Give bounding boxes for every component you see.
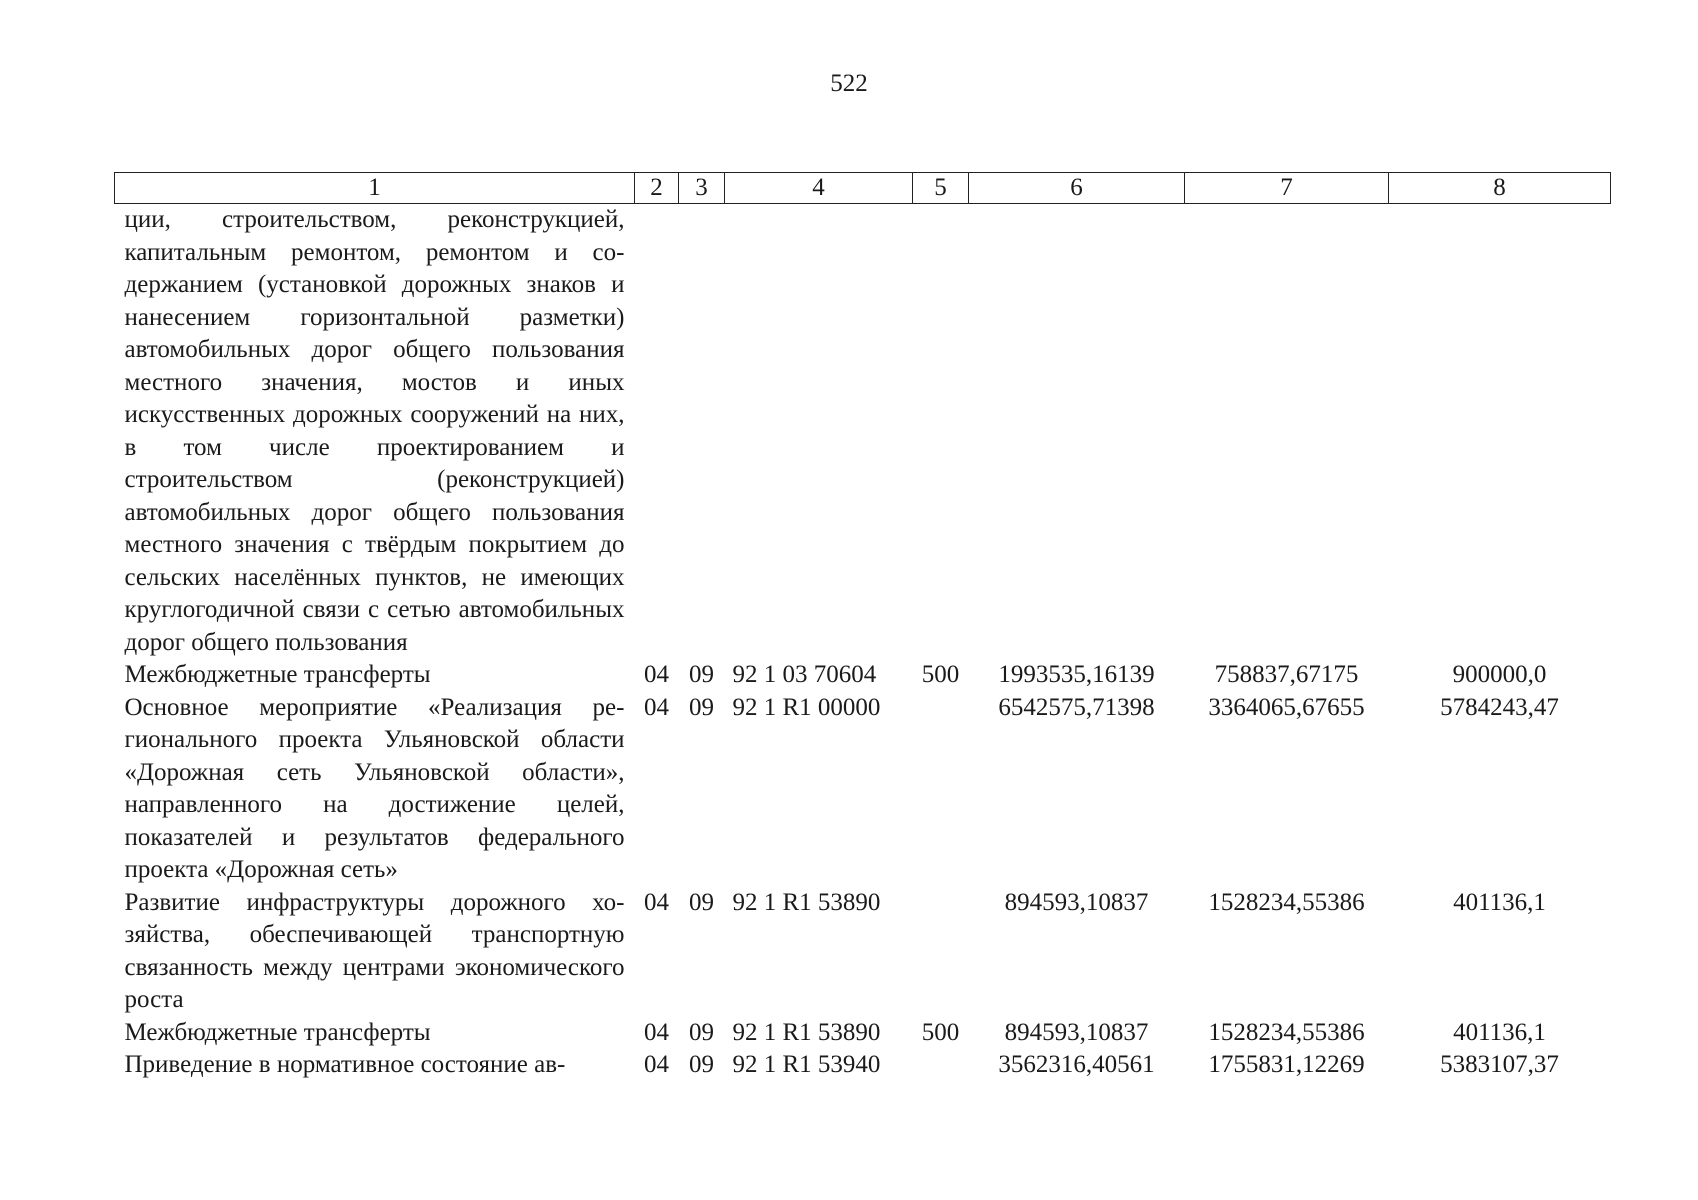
row-vr [913,1049,969,1082]
table-row [115,887,1611,1017]
column-header: 6 [969,173,1185,204]
row-year2: 1528234,55386 [1208,1018,1365,1046]
column-header: 8 [1389,173,1611,204]
row-rz: 04 [644,661,669,688]
row-pr: 09 [689,888,714,916]
row-vr [913,204,969,660]
table-row [115,1049,1611,1082]
row-rz: 04 [644,1051,669,1078]
page-number: 522 [830,70,868,97]
row-year3: 401136,1 [1453,1018,1546,1046]
column-header: 4 [725,173,913,204]
row-year2 [1185,204,1389,660]
table-row [115,1017,1611,1050]
row-year3: 900000,0 [1452,661,1547,688]
row-description: ции, строительством, реконструкцией, капитальным ремонтом, ремонтом и содержанием (установкой дорожных знаков и нанесением горизонтальной разметки) автомобильных дорог общего пользования местного значения, мостов и иных искусственных дорожных сооружений на них, в том числе проектированием и строительством (реконструкцией) автомобильных дорог общего пользования местного значения с твёрдым покрытием до сельских населённых пунктов, не имеющих круглогодичной связи с сетью автомобильных дорог общего пользования [124,206,625,656]
row-year3: 5784243,47 [1440,693,1559,721]
row-description: Основное мероприятие «Реализация регионального проекта Ульяновской области «Дорожная сеть Ульяновской области», направленного на достижение целей, показателей и результатов федерального проекта «Дорожная сеть» [124,693,625,883]
row-description: Межбюджетные трансферты [124,1018,431,1046]
row-year1 [969,204,1185,660]
row-year1: 1993535,16139 [998,661,1155,688]
row-year2: 758837,67175 [1214,661,1359,688]
row-rz [635,204,679,660]
row-year2: 1528234,55386 [1208,888,1365,916]
row-year1: 3562316,40561 [998,1051,1155,1078]
row-csr: 92 1 R1 53890 [732,888,881,916]
row-year3 [1389,204,1611,660]
row-year2: 1755831,12269 [1208,1051,1365,1078]
row-csr: 92 1 03 70604 [732,661,877,688]
row-csr: 92 1 R1 00000 [732,693,881,721]
row-description: Приведение в нормативное состояние ав- [124,1051,566,1078]
budget-table [114,172,1611,1082]
table-row [115,204,1611,660]
column-header: 7 [1185,173,1389,204]
row-vr: 500 [921,661,960,688]
row-year3: 5383107,37 [1440,1051,1559,1078]
row-csr [725,204,913,660]
table-row [115,692,1611,887]
row-vr: 500 [921,1018,960,1046]
row-csr: 92 1 R1 53890 [732,1018,881,1046]
row-year1: 6542575,71398 [998,693,1155,721]
column-header: 5 [913,173,969,204]
row-pr: 09 [689,1018,714,1046]
column-header: 1 [115,173,635,204]
row-pr: 09 [689,1051,714,1078]
row-pr [679,204,725,660]
row-year1: 894593,10837 [1004,888,1149,916]
row-vr [913,887,969,1017]
row-vr [913,692,969,887]
table-header [115,173,1611,204]
row-year3: 401136,1 [1453,888,1546,916]
row-csr: 92 1 R1 53940 [732,1051,881,1078]
row-pr: 09 [689,693,714,721]
row-description: Развитие инфраструктуры дорожного хозяйства, обеспечивающей транспортную связанность между центрами экономического роста [124,888,625,1013]
column-header: 3 [679,173,725,204]
row-rz: 04 [644,1018,669,1046]
row-pr: 09 [689,661,714,688]
column-header: 2 [635,173,679,204]
row-rz: 04 [644,693,669,721]
table-row [115,659,1611,692]
row-year2: 3364065,67655 [1208,693,1365,721]
row-year1: 894593,10837 [1004,1018,1149,1046]
row-rz: 04 [644,888,669,916]
row-description: Межбюджетные трансферты [124,661,431,688]
